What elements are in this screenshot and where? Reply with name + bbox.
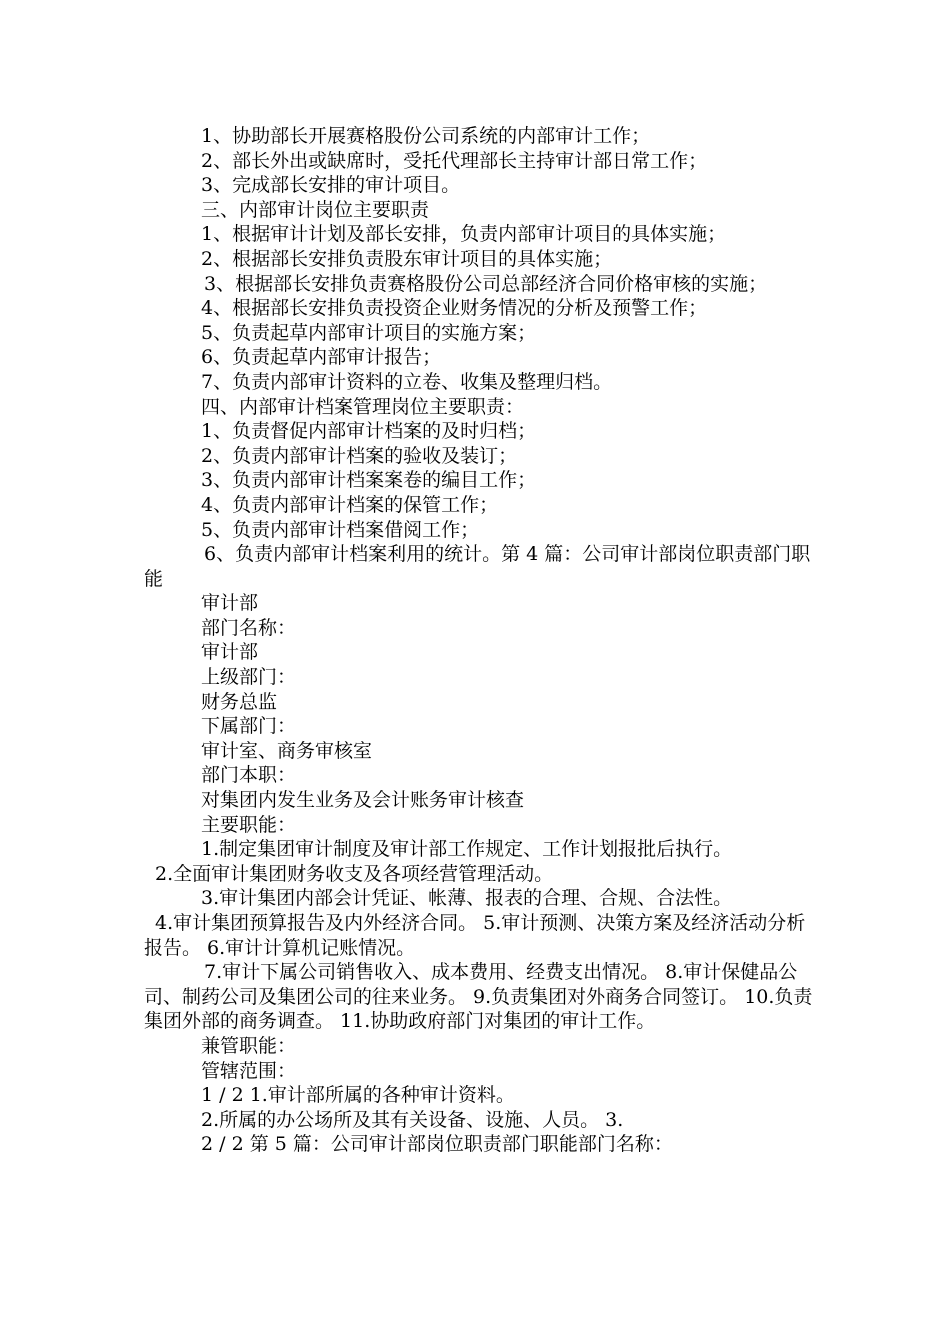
field-label-duty: 部门本职： bbox=[201, 764, 297, 787]
field-label-scope: 管辖范围： bbox=[201, 1059, 297, 1082]
paragraph-line-18: 6、负责内部审计档案利用的统计。第 4 篇：公司审计部岗位职责部门职能 bbox=[144, 543, 811, 590]
paragraph-line-16: 4、负责内部审计档案的保管工作； bbox=[201, 493, 499, 516]
function-item-3: 3.审计集团内部会计凭证、帐薄、报表的合理、合规、合法性。 bbox=[201, 887, 733, 910]
paragraph-line-3: 3、完成部长安排的审计项目。 bbox=[201, 174, 461, 197]
document-body bbox=[144, 124, 824, 1157]
function-item-4-6: 4.审计集团预算报告及内外经济合同。 5.审计预测、决策方案及经济活动分析报告。 6.审计计算机记账情况。 bbox=[144, 912, 806, 959]
function-item-7-11: 7.审计下属公司销售收入、成本费用、经费支出情况。 8.审计保健品公司、制药公司及集团公司的往来业务。 9.负责集团对外商务合同签订。 10.负责集团外部的商务调查。 11.协助政府部门对集团的审计工作。 bbox=[144, 961, 813, 1033]
paragraph-line-2: 2、部长外出或缺席时，受托代理部长主持审计部日常工作； bbox=[201, 149, 708, 172]
function-item-2: 2.全面审计集团财务收支及各项经营管理活动。 bbox=[155, 862, 554, 885]
paragraph-line-15: 3、负责内部审计档案案卷的编目工作； bbox=[201, 469, 537, 492]
paragraph-line-1: 1、协助部长开展赛格股份公司系统的内部审计工作； bbox=[201, 125, 651, 147]
field-value-duty: 对集团内发生业务及会计账务审计核查 bbox=[201, 789, 525, 812]
paragraph-line-8: 4、根据部长安排负责投资企业财务情况的分析及预警工作； bbox=[201, 297, 708, 320]
field-value-dept-name: 审计部 bbox=[201, 641, 259, 664]
paragraph-line-6: 2、根据部长安排负责股东审计项目的具体实施； bbox=[201, 247, 613, 270]
field-label-subordinate: 下属部门： bbox=[201, 715, 297, 738]
field-value-subordinate: 审计室、商务审核室 bbox=[201, 739, 373, 762]
field-label-main-functions: 主要职能： bbox=[201, 813, 297, 836]
paragraph-line-9: 5、负责起草内部审计项目的实施方案； bbox=[201, 321, 537, 344]
paragraph-line-17: 5、负责内部审计档案借阅工作； bbox=[201, 518, 480, 541]
function-item-1: 1.制定集团审计制度及审计部工作规定、工作计划报批后执行。 bbox=[201, 838, 733, 861]
field-label-superior: 上级部门： bbox=[201, 666, 297, 689]
field-value-dept: 审计部 bbox=[201, 592, 259, 615]
paragraph-line-14: 2、负责内部审计档案的验收及装订； bbox=[201, 444, 518, 467]
paragraph-line-5: 1、根据审计计划及部长安排，负责内部审计项目的具体实施； bbox=[201, 223, 727, 246]
paragraph-line-10: 6、负责起草内部审计报告； bbox=[201, 346, 442, 369]
paragraph-line-11: 7、负责内部审计资料的立卷、收集及整理归档。 bbox=[201, 370, 613, 393]
page-footer-line: 2 / 2 第 5 篇：公司审计部岗位职责部门职能部门名称： bbox=[201, 1133, 673, 1156]
section-heading-3: 三、内部审计岗位主要职责 bbox=[201, 198, 430, 221]
paragraph-line-13: 1、负责督促内部审计档案的及时归档； bbox=[201, 420, 537, 443]
scope-item-1: 1 / 2 1.审计部所属的各种审计资料。 bbox=[201, 1084, 515, 1107]
field-label-side-functions: 兼管职能： bbox=[201, 1034, 297, 1057]
scope-item-2: 2.所属的办公场所及其有关设备、设施、人员。 3. bbox=[201, 1108, 624, 1131]
paragraph-line-7: 3、根据部长安排负责赛格股份公司总部经济合同价格审核的实施； bbox=[204, 272, 768, 295]
field-label-dept-name: 部门名称： bbox=[201, 616, 297, 639]
section-heading-4: 四、内部审计档案管理岗位主要职责： bbox=[201, 395, 525, 418]
field-value-superior: 财务总监 bbox=[201, 690, 278, 713]
